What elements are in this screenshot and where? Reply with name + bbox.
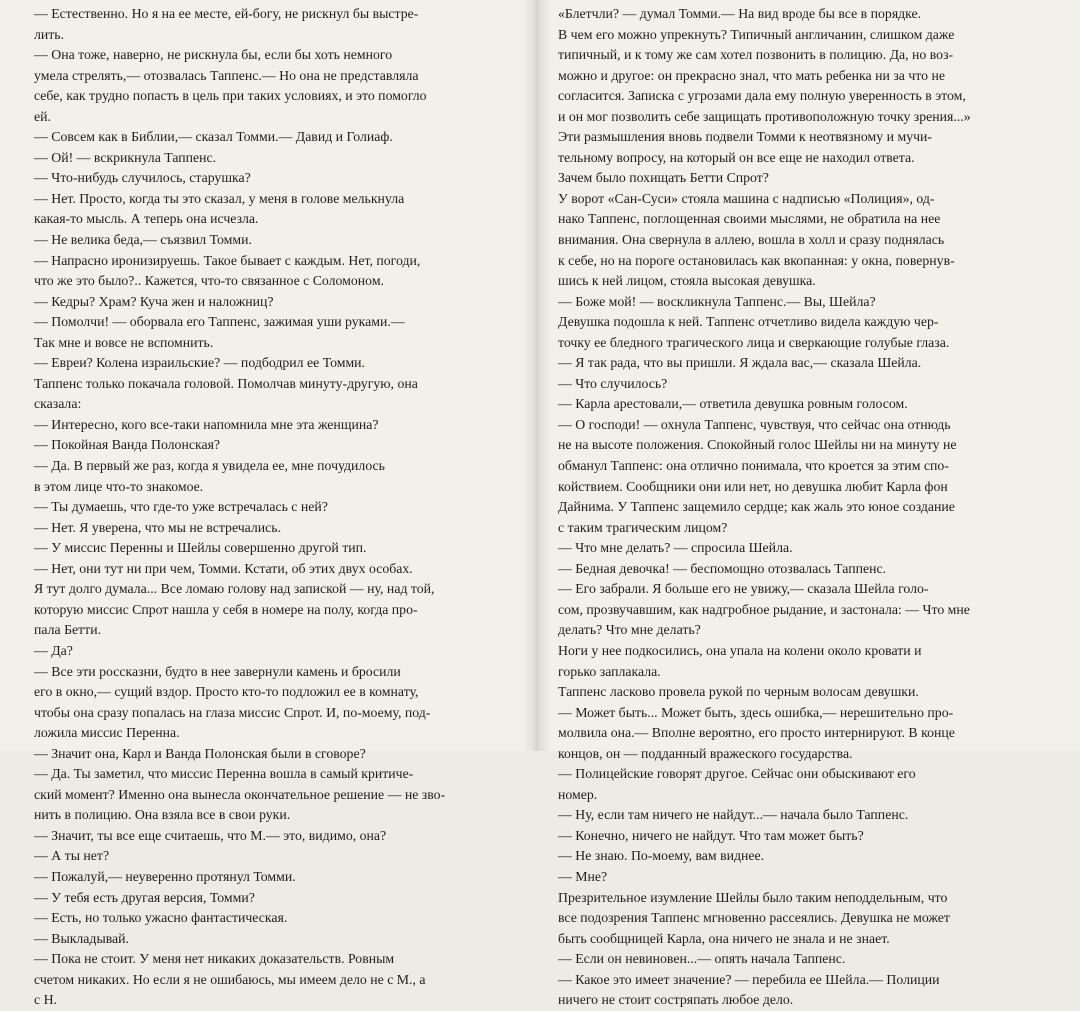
text-line: — Ты думаешь, что где-то уже встречалась с ней?	[34, 499, 328, 515]
text-line: — Может быть... Может быть, здесь ошибка,— нерешительно про-	[558, 704, 954, 720]
text-line: себе, как трудно попасть в цель при таких условиях, и это помогло	[34, 88, 427, 104]
text-line: — Значит, ты все еще считаешь, что М.— это, видимо, она?	[34, 827, 387, 843]
text-line: точку ее бледного трагического лица и сверкающие голубые глаза.	[558, 334, 950, 350]
text-line: — Естественно. Но я на ее месте, ей-богу, не рискнул бы выстре-	[34, 6, 419, 21]
text-line: в этом лице что-то знакомое.	[34, 478, 204, 494]
text-line: шись к ней лицом, стояла высокая девушка.	[558, 273, 816, 289]
text-line: нить в полицию. Она взяла все в свои руки.	[34, 807, 291, 823]
text-line: пала Бетти.	[34, 622, 102, 638]
text-line: — Не велика беда,— съязвил Томми.	[34, 232, 252, 248]
text-line: ский момент? Именно она вынесла окончательное решение — не зво-	[34, 786, 446, 802]
text-line: — А ты нет?	[34, 848, 110, 864]
text-line: — Евреи? Колена израильские? — подбодрил ее Томми.	[34, 355, 366, 371]
text-line: концов, он — подданный вражеского государства.	[558, 745, 853, 761]
text-line: — Что случилось?	[558, 375, 668, 391]
text-line: номер.	[558, 786, 598, 802]
text-line: и он мог позволить себе защищать противоположную точку зрения...»	[558, 108, 971, 124]
text-line: — Нет. Просто, когда ты это сказал, у меня в голове мелькнула	[34, 190, 405, 206]
text-line: В чем его можно упрекнуть? Типичный англичанин, слишком даже	[558, 26, 955, 42]
text-line: — Пока не стоит. У меня нет никаких доказательств. Ровным	[34, 951, 395, 967]
text-line: — Не знаю. По-моему, вам виднее.	[558, 848, 765, 864]
book-gutter	[523, 0, 551, 751]
text-line: делать? Что мне делать?	[558, 622, 701, 638]
text-line: — Ну, если там ничего не найдут...— начала было Таппенс.	[558, 807, 909, 823]
text-line: У ворот «Сан-Суси» стояла машина с надписью «Полиция», од-	[558, 190, 935, 206]
text-line: Так мне и вовсе не вспомнить.	[34, 334, 214, 350]
text-line: что же это было?.. Кажется, что-то связанное с Соломоном.	[34, 273, 385, 289]
text-line: — Совсем как в Библии,— сказал Томми.— Давид и Голиаф.	[34, 129, 393, 145]
text-line: с таким трагическим лицом?	[558, 519, 728, 535]
text-line: — Все эти россказни, будто в нее завернули камень и бросили	[34, 663, 401, 679]
text-line: — Напрасно иронизируешь. Такое бывает с каждым. Нет, погоди,	[34, 252, 421, 268]
left-page-text	[34, 4, 500, 1008]
text-line: — Да. В первый же раз, когда я увидела ее, мне почудилось	[34, 458, 385, 474]
text-line: — Кедры? Храм? Куча жен и наложниц?	[34, 293, 274, 309]
text-line: внимания. Она свернула в аллею, вошла в холл и сразу поднялась	[558, 232, 945, 248]
text-line: ложила миссис Перенна.	[34, 725, 180, 741]
text-line: — Что мне делать? — спросила Шейла.	[558, 540, 793, 556]
right-page	[535, 0, 1080, 1008]
text-line: ей.	[34, 108, 51, 124]
text-line: Зачем было похищать Бетти Спрот?	[558, 170, 769, 186]
text-line: тельному вопросу, на который он все еще не находил ответа.	[558, 149, 915, 165]
text-line: — Покойная Ванда Полонская?	[34, 437, 221, 453]
text-line: — О господи! — охнула Таппенс, чувствуя, что сейчас она отнюдь	[558, 416, 951, 432]
text-line: — У миссис Перенны и Шейлы совершенно другой тип.	[34, 540, 367, 556]
text-line: — Значит она, Карл и Ванда Полонская были в сговоре?	[34, 745, 366, 761]
text-line: — Его забрали. Я больше его не увижу,— сказала Шейла голо-	[558, 581, 929, 597]
text-line: — Нет, они тут ни при чем, Томми. Кстати, об этих двух особах.	[34, 560, 413, 576]
text-line: Девушка подошла к ней. Таппенс отчетливо видела каждую чер-	[558, 314, 939, 330]
text-line: — Я так рада, что вы пришли. Я ждала вас,— сказала Шейла.	[558, 355, 922, 371]
text-line: — Пожалуй,— неуверенно протянул Томми.	[34, 868, 296, 884]
text-line: сом, прозвучавшим, как надгробное рыдание, и застонала: — Что мне	[558, 601, 970, 617]
text-line: горько заплакала.	[558, 663, 661, 679]
text-line: Я тут долго думала... Все ломаю голову над запиской — ну, над той,	[34, 581, 435, 597]
text-line: Таппенс ласково провела рукой по черным волосам девушки.	[558, 684, 919, 700]
text-line: — У тебя есть другая версия, Томми?	[34, 889, 255, 905]
text-line: койствием. Сообщники они или нет, но девушка любит Карла фон	[558, 478, 948, 494]
text-line: «Блетчли? — думал Томми.— На вид вроде бы все в порядке.	[558, 6, 922, 21]
text-line: можно и другое: он прекрасно знал, что мать ребенка ни за что не	[558, 67, 946, 83]
text-line: умела стрелять,— отозвалась Таппенс.— Но она не представляла	[34, 67, 419, 83]
text-line: быть сообщницей Карла, она ничего не знала и не знает.	[558, 930, 890, 946]
text-line: ничего не стоит состряпать любое дело.	[558, 992, 794, 1008]
text-line: — Есть, но только ужасно фантастическая.	[34, 910, 288, 926]
text-line: нако Таппенс, поглощенная своими мыслями, не обратила на нее	[558, 211, 941, 227]
text-line: чтобы она сразу попалась на глаза миссис Спрот. И, по-моему, под-	[34, 704, 431, 720]
text-line: лить.	[34, 26, 65, 42]
text-line: все подозрения Таппенс мгновенно рассеялись. Девушка не может	[558, 910, 950, 926]
text-line: Таппенс только покачала головой. Помолчав минуту-другую, она	[34, 375, 418, 391]
text-line: — Полицейские говорят другое. Сейчас они обыскивают его	[558, 766, 916, 782]
text-line: Презрительное изумление Шейлы было таким неподдельным, что	[558, 889, 948, 905]
text-line: типичный, и к тому же сам хотел позвонить в полицию. Да, но воз-	[558, 47, 954, 63]
text-line: — Бедная девочка! — беспомощно отозвалась Таппенс.	[558, 560, 887, 576]
text-line: — Конечно, ничего не найдут. Что там может быть?	[558, 827, 864, 843]
text-line: молвила она.— Вполне вероятно, его просто интернируют. В конце	[558, 725, 955, 741]
text-line: согласится. Записка с угрозами дала ему полную уверенность в этом,	[558, 88, 966, 104]
text-line: — Интересно, кого все-таки напомнила мне эта женщина?	[34, 416, 379, 432]
text-line: которую миссис Спрот нашла у себя в номере на полу, когда про-	[34, 601, 418, 617]
text-line: обманул Таппенс: она отлично понимала, что кроется за этим спо-	[558, 458, 949, 474]
text-line: Эти размышления вновь подвели Томми к неотвязному и мучи-	[558, 129, 933, 145]
right-page-text	[558, 4, 1050, 1008]
text-line: к себе, но на пороге остановилась как вкопанная: у окна, повернув-	[558, 252, 955, 268]
text-line: — Карла арестовали,— ответила девушка ровным голосом.	[558, 396, 908, 412]
text-line: Дайнима. У Таппенс защемило сердце; как жаль это юное создание	[558, 499, 955, 515]
text-line: — Да?	[34, 642, 73, 658]
text-line: — Помолчи! — оборвала его Таппенс, зажимая уши руками.—	[34, 314, 405, 330]
text-line: — Да. Ты заметил, что миссис Перенна вошла в самый критиче-	[34, 766, 414, 782]
text-line: Ноги у нее подкосились, она упала на колени около кровати и	[558, 642, 922, 658]
text-line: — Выкладывай.	[34, 930, 130, 946]
text-line: — Какое это имеет значение? — перебила ее Шейла.— Полиции	[558, 971, 940, 987]
text-line: — Что-нибудь случилось, старушка?	[34, 170, 251, 186]
text-line: его в окно,— сущий вздор. Просто кто-то подложил ее в комнату,	[34, 684, 419, 700]
text-line: — Боже мой! — воскликнула Таппенс.— Вы, Шейла?	[558, 293, 876, 309]
text-line: не на высоте положения. Спокойный голос Шейлы ни на минуту не	[558, 437, 957, 453]
text-line: — Мне?	[558, 868, 608, 884]
text-line: какая-то мысль. А теперь она исчезла.	[34, 211, 259, 227]
text-line: — Нет. Я уверена, что мы не встречались.	[34, 519, 282, 535]
text-line: — Ой! — вскрикнула Таппенс.	[34, 149, 217, 165]
text-line: — Если он невиновен...— опять начала Таппенс.	[558, 951, 846, 967]
left-page	[0, 0, 535, 1008]
text-line: — Она тоже, наверно, не рискнула бы, если бы хоть немного	[34, 47, 393, 63]
text-line: счетом никаких. Но если я не ошибаюсь, мы имеем дело не с М., а	[34, 971, 426, 987]
text-line: с Н.	[34, 992, 57, 1008]
text-line: сказала:	[34, 396, 82, 412]
